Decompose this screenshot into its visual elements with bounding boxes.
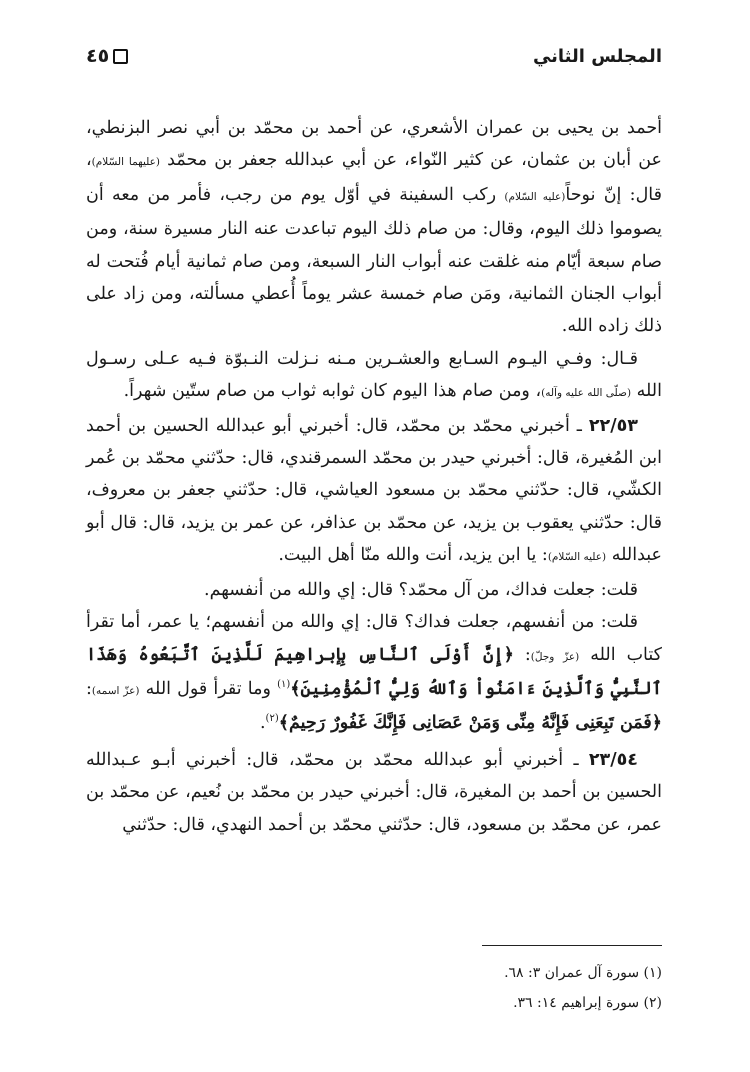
footnote-item: (١) سورة آل عمران ٣: ٦٨.: [504, 965, 662, 981]
hadith-number: ٢٢/٥٣: [588, 415, 638, 436]
text-span: قلت: جعلت فداك، من آل محمّد؟ قال: إي والله من أنفسهم.: [204, 579, 638, 600]
honorific: (عليه السّلام): [547, 551, 607, 564]
running-title: المجلس الثاني: [532, 45, 662, 67]
honorific: (عزّ اسمه): [91, 684, 140, 697]
text-span: .: [259, 713, 266, 734]
honorific: (عزّ وجلّ): [530, 650, 580, 663]
hadith-number: ٢٣/٥٤: [588, 749, 638, 770]
text-span: قلت: من أنفسهم، جعلت فداك؟ قال: إي والله من أنفسهم؛ يا عمر، أما تقرأ كتاب الله: [86, 612, 662, 665]
footnote-item: (٢) سورة إبراهيم ١٤: ٣٦.: [513, 995, 662, 1011]
text-span: : يا ابن يزيد، أنت والله منّا أهل البيت.: [278, 545, 548, 566]
text-span: وما تقرأ قول الله: [145, 678, 278, 699]
text-span: ، قال: إنّ نوحاً: [86, 150, 662, 205]
page-header: [86, 40, 662, 72]
honorific: (صلّى الله عليه وآله): [541, 387, 632, 400]
quran-verse: ﴿إِنَّ أَوْلَى ٱلنَّاسِ بِإبراهِيمَ لَلَّذِينَ ٱتَّبَعُوهُ وَهَذَا ٱلنَّبِيُّ وَٱلَّذِينَ ءَامَنُواْ وَٱللهُ وَلِيُّ ٱلْمُؤْمِنِينَ﴾: [86, 644, 662, 699]
footnote-divider: [482, 945, 662, 946]
page-number: ٤٥: [86, 45, 110, 67]
paragraph-hadith-54: [86, 744, 662, 841]
text-span: ـ أخبرني محمّد بن محمّد، قال: أخبرني أبو عبدالله الحسين بن أحمد ابن المُغيرة، قال: أخبرني حيدر بن محمّد السمرقندي، قال: حدّثني محمّد بن عُمر الكشّي، قال: حدّثني محمّد بن مسعود العياشي، قال: حدّثني جعفر بن معروف، قال: حدّثني يعقوب بن يزيد، عن محمّد بن عذافر، عن عمر بن يزيد، قال: قال أبو عبدالله: [86, 415, 662, 566]
honorific: (عليهما السّلام): [91, 156, 161, 169]
text-span: قـال: وفـي اليـوم السـابع والعشـرين مـنه نـزلت النـبوّة فـيه عـلى رسـول الله: [86, 348, 662, 402]
square-ornament-icon: [113, 49, 128, 64]
honorific: (عليه السّلام): [504, 190, 566, 203]
page-number-block: [86, 45, 128, 67]
main-text: [86, 112, 662, 841]
footnotes: [86, 958, 662, 1018]
footnote-ref: (٢): [265, 713, 279, 725]
text-span: ركب السفينة في أوّل يوم من رجب، فأمر من معه أن يصوموا ذلك اليوم، وقال: من صام ذلك اليوم تباعدت عنه النار مسيرة سنة، ومن صام سبعة أيّام منه غلقت عنه أبواب النار السبعة، ومن صام ثمانية أيام فُتحت له أبواب الجنان الثمانية، ومَن صام خمسة عشر يوماً أُعطي مسألته، ومن زاد على ذلك زاده الله.: [86, 184, 662, 337]
text-span: ـ أخبرني أبو عبدالله محمّد بن محمّد، قال: أخبرني أبـو عـبدالله الحسين بن أحمد بن المغيرة، قال: أخبرني حيدر بن محمّد بن نُعيم، عن محمّد بن عمر، عن محمّد بن مسعود، قال: حدّثني محمّد بن أحمد النهدي، قال: حدّثني: [86, 749, 662, 835]
text-span: ، ومن صام هذا اليوم كان ثوابه ثواب من صام ستّين شهراً.: [123, 381, 542, 402]
text-span: :: [513, 644, 531, 665]
paragraph-hadith-52-continued: [86, 112, 662, 343]
footnote-ref: (١): [277, 679, 291, 691]
paragraph-hadith-53: [86, 410, 662, 574]
text-span: :: [86, 678, 92, 699]
paragraph-rajab-27: [86, 343, 662, 410]
paragraph-dialogue-2: [86, 606, 662, 740]
text-span: أحمد بن يحيى بن عمران الأشعري، عن أحمد بن محمّد بن أبي نصر البزنطي، عن أبان بن عثمان، عن كثير النّواء، عن أبي عبدالله جعفر بن محمّد: [86, 118, 662, 171]
quran-verse: ﴿فَمَن تَبِعَنِى فَإِنَّهُ مِنِّى وَمَنْ عَصَانِى فَإِنَّكَ غَفُورٌ رَحِيمٌ﴾: [278, 713, 662, 734]
paragraph-dialogue-1: [86, 574, 662, 606]
